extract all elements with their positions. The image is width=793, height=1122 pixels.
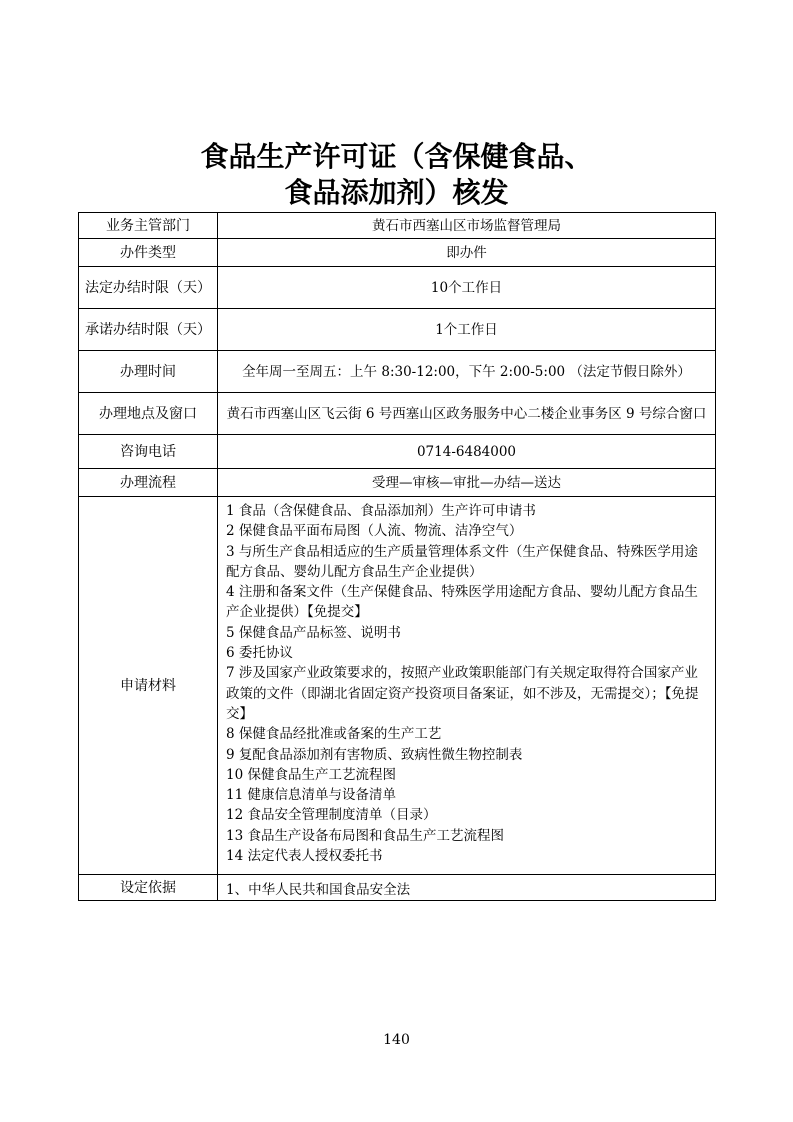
basis-label: 设定依据 [79,875,218,901]
page-number: 140 [383,1032,410,1048]
list-item: 12 食品安全管理制度清单（目录） [226,807,437,824]
list-item: 4 注册和备案文件（生产保健食品、特殊医学用途配方食品、婴幼儿配方食品生产企业提供）【免提交】 [226,584,698,621]
case-type-value: 即办件 [218,239,716,267]
legal-time-limit-value: 10个工作日 [218,267,716,309]
office-hours-label: 办理时间 [79,351,218,393]
basis-value: 1、中华人民共和国食品安全法 [218,875,716,901]
location-value: 黄石市西塞山区飞云街 6 号西塞山区政务服务中心二楼企业事务区 9 号综合窗口 [218,393,716,435]
row-legal-time-limit [79,267,716,309]
title-line-1: 食品生产许可证（含保健食品、 [200,140,593,173]
list-item: 6 委托协议 [226,645,293,662]
list-item: 14 法定代表人授权委托书 [226,848,383,865]
phone-label: 咨询电话 [79,435,218,469]
department-value: 黄石市西塞山区市场监督管理局 [218,213,716,239]
list-item: 3 与所生产食品相适应的生产质量管理体系文件（生产保健食品、特殊医学用途配方食品、婴幼儿配方食品生产企业提供） [226,543,698,580]
list-item: 7 涉及国家产业政策要求的，按照产业政策职能部门有关规定取得符合国家产业政策的文件（即湖北省固定资产投资项目备案证，如不涉及，无需提交）；【免提交】 [226,665,699,722]
row-department [79,213,716,239]
info-table [78,212,716,901]
title-line-2: 食品添加剂）核发 [284,176,509,209]
list-item: 8 保健食品经批准或备案的生产工艺 [226,726,442,743]
promised-time-limit-value: 1个工作日 [218,309,716,351]
row-location [79,393,716,435]
materials-label: 申请材料 [79,497,218,875]
materials-list [218,497,716,875]
phone-value: 0714-6484000 [218,435,716,469]
row-office-hours [79,351,716,393]
promised-time-limit-label: 承诺办结时限（天） [79,309,218,351]
list-item: 2 保健食品平面布局图（人流、物流、洁净空气） [226,523,523,540]
row-case-type [79,239,716,267]
case-type-label: 办件类型 [79,239,218,267]
office-hours-value: 全年周一至周五：上午 8:30-12:00，下午 2:00-5:00 （法定节假日除外） [218,351,716,393]
list-item: 10 保健食品生产工艺流程图 [226,766,396,783]
row-materials [79,497,716,875]
document-title [0,139,793,211]
row-phone [79,435,716,469]
list-item: 1 食品（含保健食品、食品添加剂）生产许可申请书 [226,503,536,519]
process-label: 办理流程 [79,469,218,497]
list-item: 9 复配食品添加剂有害物质、致病性微生物控制表 [226,746,523,763]
row-basis [79,875,716,901]
list-item: 11 健康信息清单与设备清单 [226,787,396,804]
department-label: 业务主管部门 [79,213,218,239]
location-label: 办理地点及窗口 [79,393,218,435]
list-item: 5 保健食品产品标签、说明书 [226,624,401,641]
row-process [79,469,716,497]
process-value: 受理—审核—审批—办结—送达 [218,469,716,497]
row-promised-time-limit [79,309,716,351]
legal-time-limit-label: 法定办结时限（天） [79,267,218,309]
list-item: 13 食品生产设备布局图和食品生产工艺流程图 [226,827,504,844]
